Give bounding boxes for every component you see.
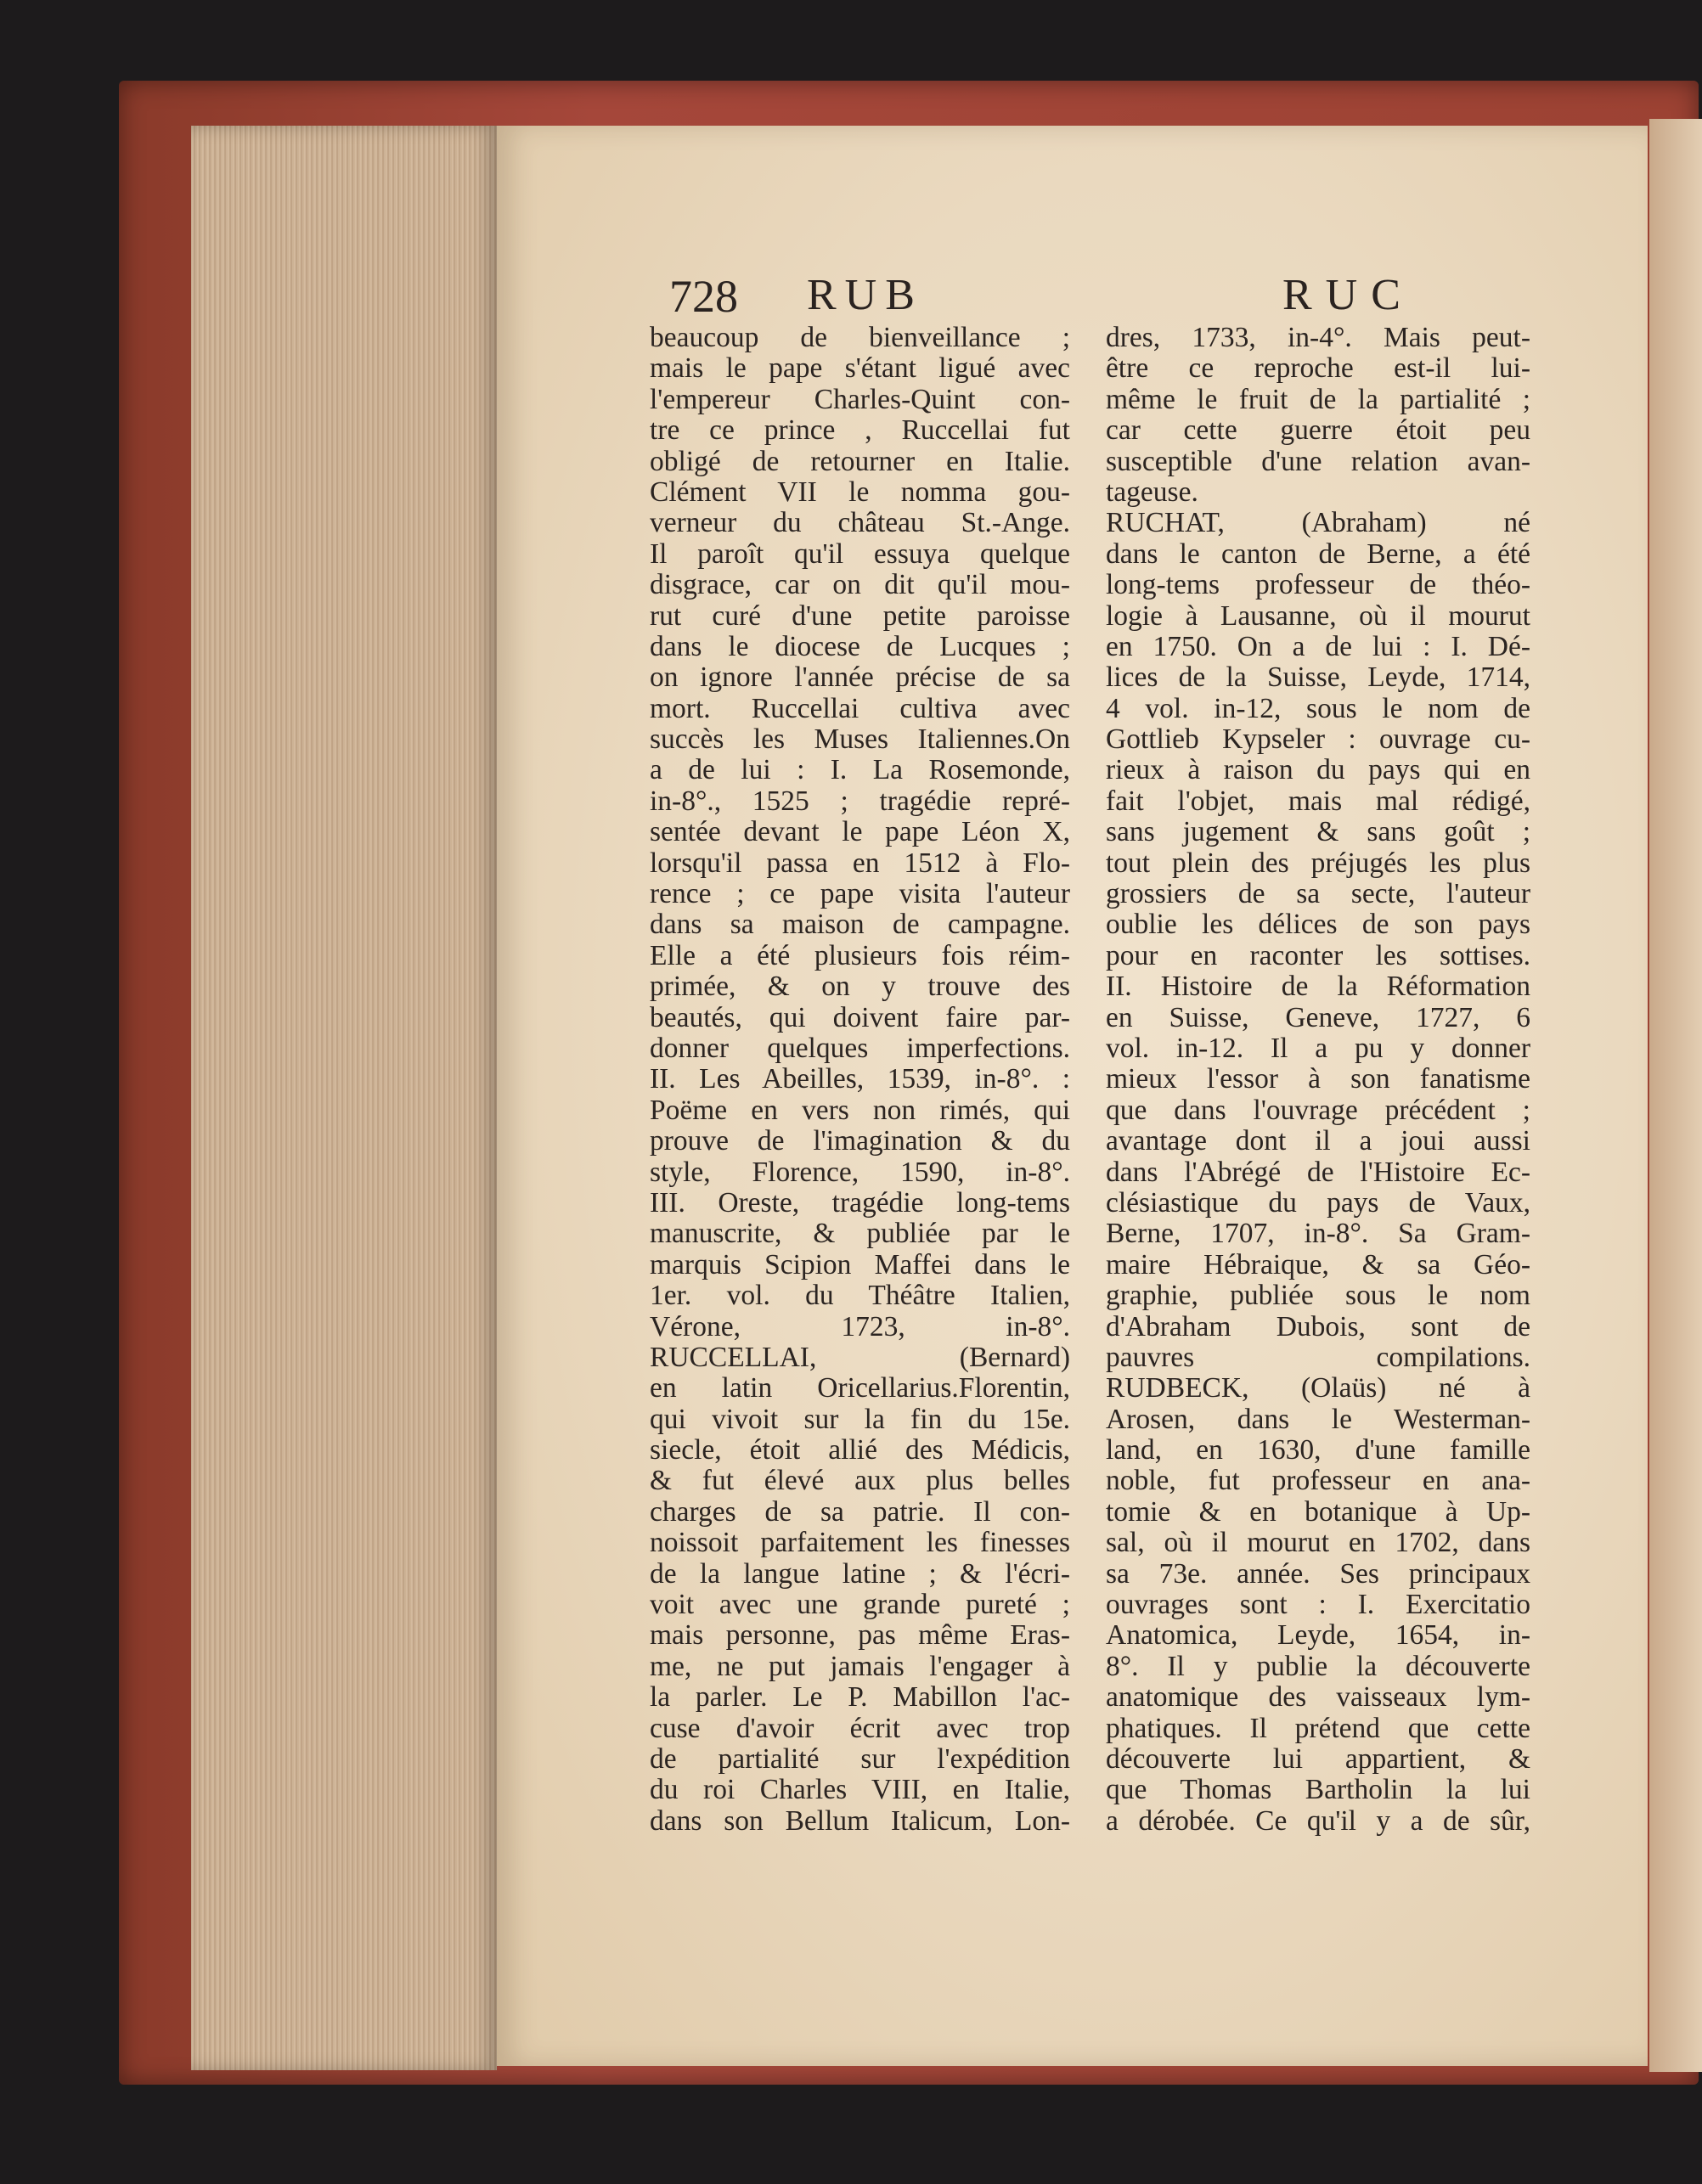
text-line: III. Oreste, tragédie long-tems [650, 1186, 1070, 1219]
text-line: siecle, étoit allié des Médicis, [650, 1434, 1070, 1466]
text-line: Anatomica, Leyde, 1654, in- [1106, 1619, 1530, 1652]
text-line: Vérone, 1723, in-8°. [650, 1310, 1070, 1342]
text-line: tageuse. [1106, 476, 1198, 508]
text-line: dres, 1733, in-4°. Mais peut- [1106, 323, 1530, 353]
text-line: de la langue latine ; & l'écri- [650, 1557, 1070, 1590]
text-line: clésiastique du pays de Vaux, [1106, 1186, 1530, 1219]
text-line: manuscrite, & publiée par le [650, 1218, 1070, 1250]
text-line: que dans l'ouvrage précédent ; [1106, 1094, 1530, 1126]
text-line: & fut élevé aux plus belles [650, 1465, 1070, 1497]
text-line: découverte lui appartient, & [1106, 1742, 1530, 1775]
text-line: Poëme en vers non rimés, qui [650, 1094, 1070, 1126]
text-line: 4 vol. in-12, sous le nom de [1106, 692, 1530, 724]
text-line: in-8°., 1525 ; tragédie repré- [650, 785, 1070, 817]
text-line: II. Les Abeilles, 1539, in-8°. : [650, 1063, 1070, 1095]
text-line: dans sa maison de campagne. [650, 909, 1070, 941]
text-line: sans jugement & sans goût ; [1106, 816, 1530, 848]
text-line: que Thomas Bartholin la lui [1106, 1774, 1530, 1806]
text-line: mort. Ruccellai cultiva avec [650, 692, 1070, 724]
text-line: vol. in-12. Il a pu y donner [1106, 1032, 1530, 1064]
text-line: verneur du château St.-Ange. [650, 507, 1070, 539]
text-line: même le fruit de la partialité ; [1106, 383, 1530, 415]
text-line: grossiers de sa secte, l'auteur [1106, 878, 1530, 910]
text-line: Gottlieb Kypseler : ouvrage cu- [1106, 723, 1530, 756]
text-line: rence ; ce pape visita l'auteur [650, 878, 1070, 910]
text-line: tre ce prince , Ruccellai fut [650, 414, 1070, 447]
text-line: cuse d'avoir écrit avec trop [650, 1712, 1070, 1744]
text-line: on ignore l'année précise de sa [650, 661, 1070, 694]
text-line: Il paroît qu'il essuya quelque [650, 538, 1070, 570]
text-line: logie à Lausanne, où il mourut [1106, 599, 1530, 632]
right-column [1106, 323, 1530, 1837]
text-line: mais le pape s'étant ligué avec [650, 352, 1070, 385]
text-line: avantage dont il a joui aussi [1106, 1125, 1530, 1157]
text-line: en latin Oricellarius.Florentin, [650, 1372, 1070, 1404]
text-line: en Suisse, Geneve, 1727, 6 [1106, 1001, 1530, 1033]
left-running-head: RUB [807, 271, 923, 319]
text-line: être ce reproche est-il lui- [1106, 352, 1530, 385]
text-line: style, Florence, 1590, in-8°. [650, 1156, 1070, 1188]
text-line: l'empereur Charles-Quint con- [650, 383, 1070, 415]
text-line: rieux à raison du pays qui en [1106, 754, 1530, 786]
page-edges [191, 126, 497, 2070]
text-line: donner quelques imperfections. [650, 1032, 1070, 1064]
text-line: me, ne put jamais l'engager à [650, 1650, 1070, 1682]
text-line: beautés, qui doivent faire par- [650, 1001, 1070, 1033]
text-line: phatiques. Il prétend que cette [1106, 1712, 1530, 1744]
text-line: graphie, publiée sous le nom [1106, 1280, 1530, 1312]
text-line: oublie les délices de son pays [1106, 909, 1530, 941]
text-line: rut curé d'une petite paroisse [650, 599, 1070, 632]
text-line: fait l'objet, mais mal rédigé, [1106, 785, 1530, 817]
text-line: la parler. Le P. Mabillon l'ac- [650, 1681, 1070, 1714]
text-line: tout plein des préjugés les plus [1106, 847, 1530, 879]
text-line: RUCCELLAI, (Bernard) [650, 1341, 1070, 1373]
text-line: a de lui : I. La Rosemonde, [650, 754, 1070, 786]
text-line: Berne, 1707, in-8°. Sa Gram- [1106, 1218, 1530, 1250]
text-line: tomie & en botanique à Up- [1106, 1495, 1530, 1528]
text-line: dans le diocese de Lucques ; [650, 630, 1070, 662]
text-line: RUCHAT, (Abraham) né [1106, 507, 1530, 539]
text-line: de partialité sur l'expédition [650, 1742, 1070, 1775]
text-line: lorsqu'il passa en 1512 à Flo- [650, 847, 1070, 879]
text-line: ouvrages sont : I. Exercitatio [1106, 1589, 1530, 1621]
text-line: mieux l'essor à son fanatisme [1106, 1063, 1530, 1095]
text-line: lices de la Suisse, Leyde, 1714, [1106, 661, 1530, 694]
text-line: pauvres compilations. [1106, 1341, 1530, 1373]
text-line: 8°. Il y publie la découverte [1106, 1650, 1530, 1682]
text-line: sentée devant le pape Léon X, [650, 816, 1070, 848]
text-line: Clément VII le nomma gou- [650, 476, 1070, 508]
right-running-head: RUC [1282, 271, 1414, 319]
text-line: charges de sa patrie. Il con- [650, 1495, 1070, 1528]
text-line: susceptible d'une relation avan- [1106, 445, 1530, 477]
text-line: mais personne, pas même Eras- [650, 1619, 1070, 1652]
text-line: sal, où il mourut en 1702, dans [1106, 1527, 1530, 1559]
text-line: en 1750. On a de lui : I. Dé- [1106, 630, 1530, 662]
text-line: marquis Scipion Maffei dans le [650, 1248, 1070, 1281]
text-line: voit avec une grande pureté ; [650, 1589, 1070, 1621]
text-line: dans le canton de Berne, a été [1106, 538, 1530, 570]
text-line: Arosen, dans le Westerman- [1106, 1403, 1530, 1435]
facing-page-edge [1649, 119, 1702, 2072]
text-line: obligé de retourner en Italie. [650, 445, 1070, 477]
text-line: beaucoup de bienveillance ; [650, 323, 1070, 353]
text-line: disgrace, car on dit qu'il mou- [650, 569, 1070, 601]
text-line: land, en 1630, d'une famille [1106, 1434, 1530, 1466]
text-line: qui vivoit sur la fin du 15e. [650, 1403, 1070, 1435]
text-line: prouve de l'imagination & du [650, 1125, 1070, 1157]
text-line: d'Abraham Dubois, sont de [1106, 1310, 1530, 1342]
text-line: long-tems professeur de théo- [1106, 569, 1530, 601]
text-line: anatomique des vaisseaux lym- [1106, 1681, 1530, 1714]
text-line: Elle a été plusieurs fois réim- [650, 939, 1070, 971]
text-line: noissoit parfaitement les finesses [650, 1527, 1070, 1559]
text-line: succès les Muses Italiennes.On [650, 723, 1070, 756]
text-line: noble, fut professeur en ana- [1106, 1465, 1530, 1497]
text-line: II. Histoire de la Réformation [1106, 971, 1530, 1003]
left-column [650, 323, 1070, 1837]
page-number: 728 [669, 271, 738, 322]
text-line: du roi Charles VIII, en Italie, [650, 1774, 1070, 1806]
text-line: maire Hébraique, & sa Géo- [1106, 1248, 1530, 1281]
text-line: dans son Bellum Italicum, Lon- [650, 1804, 1070, 1837]
text-line: sa 73e. année. Ses principaux [1106, 1557, 1530, 1590]
text-line: RUDBECK, (Olaüs) né à [1106, 1372, 1530, 1404]
text-line: dans l'Abrégé de l'Histoire Ec- [1106, 1156, 1530, 1188]
text-line: pour en raconter les sottises. [1106, 939, 1530, 971]
text-line: 1er. vol. du Théâtre Italien, [650, 1280, 1070, 1312]
text-line: car cette guerre étoit peu [1106, 414, 1530, 447]
text-line: a dérobée. Ce qu'il y a de sûr, [1106, 1804, 1530, 1837]
text-line: primée, & on y trouve des [650, 971, 1070, 1003]
